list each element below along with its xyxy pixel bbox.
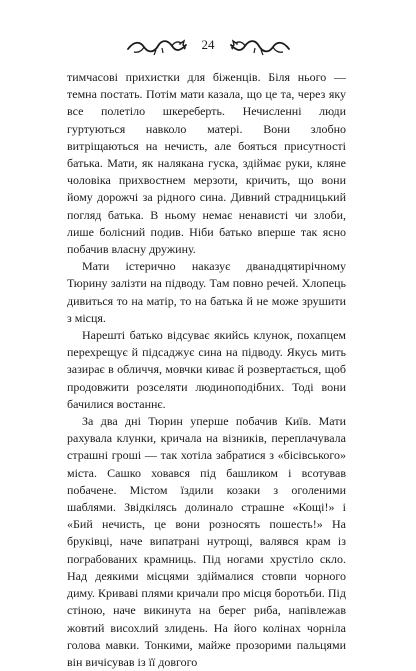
page-number: 24: [201, 37, 215, 52]
right-dragon-ornament-icon: [229, 36, 291, 58]
page-body-text: [67, 69, 346, 671]
left-dragon-ornament-icon: [126, 36, 188, 58]
paragraph: Нарешті батько відсуває якийсь клунок, похапцем перехрещує й підсаджує сина на підводу. Якусь мить зазирає в обличчя, мовчки киває й розвертається, щоб продовжити розселяти людиноподібних. Тоді вони бачилися востаннє.: [67, 328, 346, 411]
paragraph: тимчасові прихистки для біженців. Біля нього — темна постать. Потім мати казала, що це та, через яку все полетіло шкереберть. Нечисленні люди гуртуються навколо матері. Вони злобно витріщаються на нечисть, але бояться присутності батька. Мати, як налякана гуска, здіймає руки, кляне чоловіка прихвостнем мерзоти, кричить, що вони йому дорожчі за рідного сина. Дивний страдницький погляд батька. В ньому немає ненависті чи злоби, лише болісний подив. Ніби батько вперше так ясно побачив власну дружину.: [67, 70, 346, 257]
page-header: [0, 34, 416, 60]
paragraph: За два дні Тюрин уперше побачив Київ. Мати рахувала клунки, кричала на візників, переплачувала страшні гроші — так хотіла забратися з «бісівського» міста. Сашко ховався під башликом і всотував побачене. Містом їздили козаки з оголеними шаблями. Звідкілясь долинало страшне «Кощі!» і «Бий нечисть, це вони розносять пошесть!» На бруківці, наче випатрані нутрощі, валявся крам із пограбованих крамниць. Під ногами хрустіло скло. Над деякими місцями здіймалися стовпи чорного диму. Криваві плями кричали про місця боротьби. Під стіною, наче викинута на берег риба, напівлежав жовтий висохлий злидень. На його колінах чорніла голова мавки. Тонкими, майже прозорими пальцями він вичісував із її довгого: [67, 414, 346, 669]
paragraph: Мати істерично наказує дванадцятирічному Тюрину залізти на підводу. Там повно речей. Хлопець дивиться то на матір, то на батька й не може зрушити з місця.: [67, 259, 346, 325]
